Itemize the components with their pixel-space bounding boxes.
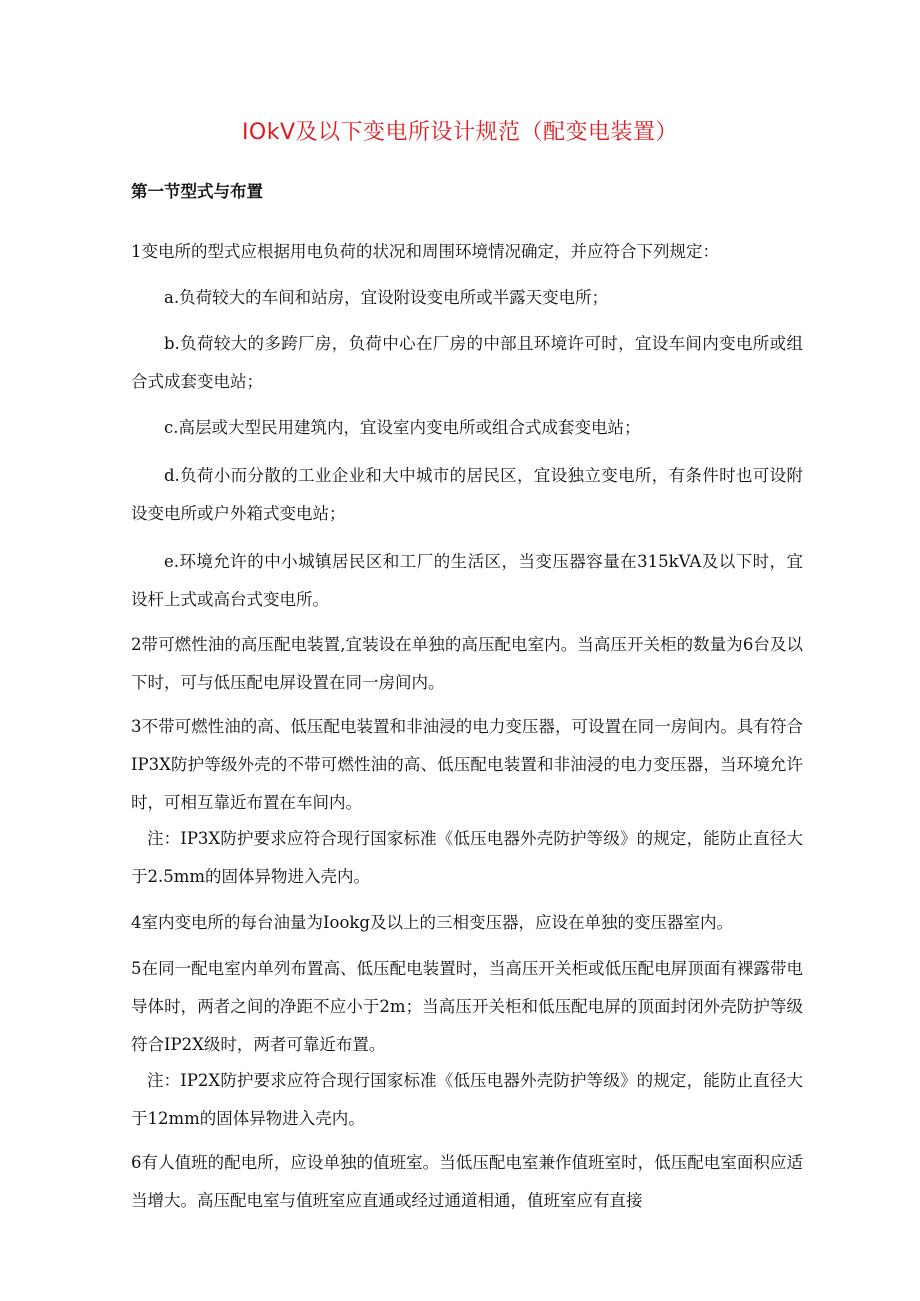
paragraph-1a: a.负荷较大的车间和站房，宜设附设变电所或半露天变电所； <box>164 288 609 307</box>
paragraph-5: 5在同一配电室内单列布置高、低压配电装置时，当高压开关柜或低压配电屏顶面有裸露带电导体时，两者之间的净距不应小于2m；当高压开关柜和低压配电屏的顶面封闭外壳防护等级符合IP2X级时，两者可靠近布置。 <box>131 959 803 1054</box>
paragraph-4: 4室内变电所的每台油量为Iookg及以上的三相变压器，应设在单独的变压器室内。 <box>131 913 733 932</box>
section-heading: 第一节型式与布置 <box>131 182 263 201</box>
paragraph-1: 1变电所的型式应根据用电负荷的状况和周围环境情况确定，并应符合下列规定： <box>131 242 719 261</box>
paragraph-3: 3不带可燃性油的高、低压配电装置和非油浸的电力变压器，可设置在同一房间内。具有符合IP3X防护等级外壳的不带可燃性油的高、低压配电装置和非油浸的电力变压器，当环境允许时，可相互靠近布置在车间内。 <box>131 717 803 812</box>
paragraph-2: 2带可燃性油的高压配电装置,宜装设在单独的高压配电室内。当高压开关柜的数量为6台及以下时，可与低压配电屏设置在同一房间内。 <box>131 635 803 692</box>
paragraph-1b: b.负荷较大的多跨厂房，负荷中心在厂房的中部且环境许可时，宜设车间内变电所或组合式成套变电站； <box>131 334 803 391</box>
paragraph-1d: d.负荷小而分散的工业企业和大中城市的居民区，宜设独立变电所，有条件时也可设附设变电所或户外箱式变电站； <box>131 466 803 523</box>
paragraph-1e: e.环境允许的中小城镇居民区和工厂的生活区，当变压器容量在315kVA及以下时，宜设杆上式或高台式变电所。 <box>131 552 803 609</box>
note-ip3x: 注：IP3X防护要求应符合现行国家标准《低压电器外壳防护等级》的规定，能防止直径大于2.5mm的固体异物进入壳内。 <box>131 829 803 886</box>
document-title: IOkV及以下变电所设计规范（配变电装置） <box>241 120 679 145</box>
note-ip2x: 注：IP2X防护要求应符合现行国家标准《低压电器外壳防护等级》的规定，能防止直径大于12mm的固体异物进入壳内。 <box>131 1071 803 1128</box>
paragraph-1c: c.高层或大型民用建筑内，宜设室内变电所或组合式成套变电站； <box>164 418 641 437</box>
paragraph-6: 6有人值班的配电所，应设单独的值班室。当低压配电室兼作值班室时，低压配电室面积应适当增大。高压配电室与值班室应直通或经过通道相通，值班室应有直接 <box>131 1153 803 1210</box>
